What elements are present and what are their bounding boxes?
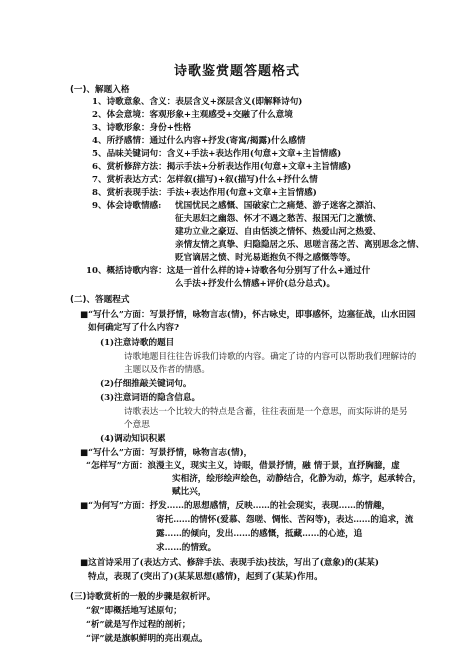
paragraph-line: ■“写什么”方面：写景抒情，咏物言志(情)，怀古咏史，即事感怀，边塞征战，山水田园 bbox=[80, 310, 416, 320]
list-item: 征夫思妇之幽怨、怀才不遇之愁苦、报国无门之激愤、 bbox=[175, 214, 382, 224]
paragraph-line: 诗歌表达一个比较大的特点是含蓄，往往表面是一个意思，而实际讲的是另 bbox=[124, 407, 408, 417]
list-item: 7、赏析表达方式：怎样叙(描写)+叙(描写)什么+抒什么情 bbox=[92, 175, 318, 185]
paragraph-line: 特点，表现了(突出了)(某某思想(感情)，起到了(某某)作用。 bbox=[88, 572, 323, 582]
list-item: 4、所抒感情：通过什么内容+抒发(寄寓/揭露)什么感情 bbox=[92, 136, 306, 146]
list-item: 10、概括诗歌内容：这是一首什么样的诗+诗歌各句分别写了什么+通过什 bbox=[86, 266, 371, 276]
paragraph-line: ■这首诗采用了(表达方式、修辞手法、表现手法)技法，写出了(意象)的(某某) bbox=[80, 558, 379, 568]
paragraph-line: “怎样写”方面：浪漫主义，现实主义，诗眼，借景抒情，融 情于景，直抒胸臆，虚 bbox=[86, 461, 400, 471]
section-heading-3: (三)诗歌赏析的一般的步骤是叙析评。 bbox=[70, 592, 216, 602]
list-item: 5、品味关键词句：含义+手法+表达作用(句意+文章+主旨情感) bbox=[92, 149, 342, 159]
list-item: 建功立业之豪迈、自由恬淡之情怀、热爱山河之热爱、 bbox=[175, 227, 382, 237]
sub-heading: (1)注意诗歌的题目 bbox=[100, 338, 175, 348]
sub-heading: (4)调动知识积累 bbox=[100, 434, 166, 444]
paragraph-line: 实相济，绘形绘声绘色，动静结合，化静为动，炼字，起承转合， bbox=[172, 474, 422, 484]
list-item: 3、诗歌形象：身份+性格 bbox=[92, 123, 192, 133]
list-item: 忧国忧民之感慨、国破家亡之痛楚、游子迷客之漂泊、 bbox=[175, 201, 382, 211]
list-item-label: 9、体会诗歌情感: bbox=[92, 201, 162, 211]
list-item: 贬官谪居之愤、时光易逝抱负不得之感慨等等。 bbox=[175, 253, 356, 263]
paragraph-line: 露……的倾向，发出……的感慨，抵藏……的心迹，追 bbox=[156, 529, 363, 539]
list-item: 8、赏析表现手法：手法+表达作用(句意+文章+主旨情感) bbox=[92, 188, 317, 198]
paragraph-line: ■“为何写”方面：抒发……的思想感情，反映……的社会现实，表现……的情趣， bbox=[80, 501, 391, 511]
paragraph-line: 个意思 bbox=[124, 420, 150, 430]
list-item: 亲情友情之真挚、归隐隐居之乐、思嗟言荡之苦、离别思念之情、 bbox=[175, 240, 425, 250]
list-item: 么手法+抒发什么情感+评价(总分总式)。 bbox=[175, 279, 336, 289]
paragraph-line: 赋比兴， bbox=[172, 487, 207, 497]
paragraph-line: 主题以及作者的情感。 bbox=[124, 365, 210, 375]
list-item: “评”就是旗帜鲜明的亮出观点。 bbox=[86, 634, 208, 644]
list-item: “叙”即概括地写述原句； bbox=[86, 606, 182, 616]
list-item: 1、诗歌意象、含义：表层含义+深层含义(即解释诗句) bbox=[92, 97, 303, 107]
list-item: “析”就是写作过程的剖析； bbox=[86, 620, 191, 630]
sub-heading: (2)仔细推敲关键词句。 bbox=[100, 379, 192, 389]
paragraph-line: 寄托……的情怀(爱慕、怨嗟、惆怅、苦闷等)，表达……的追求，流 bbox=[156, 515, 414, 525]
sub-heading: (3)注意词语的隐含信息。 bbox=[100, 393, 201, 403]
section-heading-1: (一)、解题入格 bbox=[70, 85, 130, 95]
paragraph-line: 诗歌地题目往往告诉我们诗歌的内容。确定了诗的内容可以帮助我们理解诗的 bbox=[124, 352, 417, 362]
section-heading-2: (二)、答题程式 bbox=[70, 295, 130, 305]
list-item: 6、赏析修辞方法：揭示手法+分析表达作用(句意+文章+主旨情感) bbox=[92, 162, 352, 172]
list-item: 2、体会意境：客观形象+主观感受+交融了什么意境 bbox=[92, 110, 293, 120]
paragraph-line: ■“写什么”方面：写景抒情，咏物言志(情)， bbox=[80, 448, 253, 458]
paragraph-line: 如何确定写了什么内容? bbox=[88, 323, 179, 333]
page-title: 诗歌鉴赏题答题格式 bbox=[173, 64, 300, 79]
paragraph-line: 求……的情致。 bbox=[156, 543, 217, 553]
